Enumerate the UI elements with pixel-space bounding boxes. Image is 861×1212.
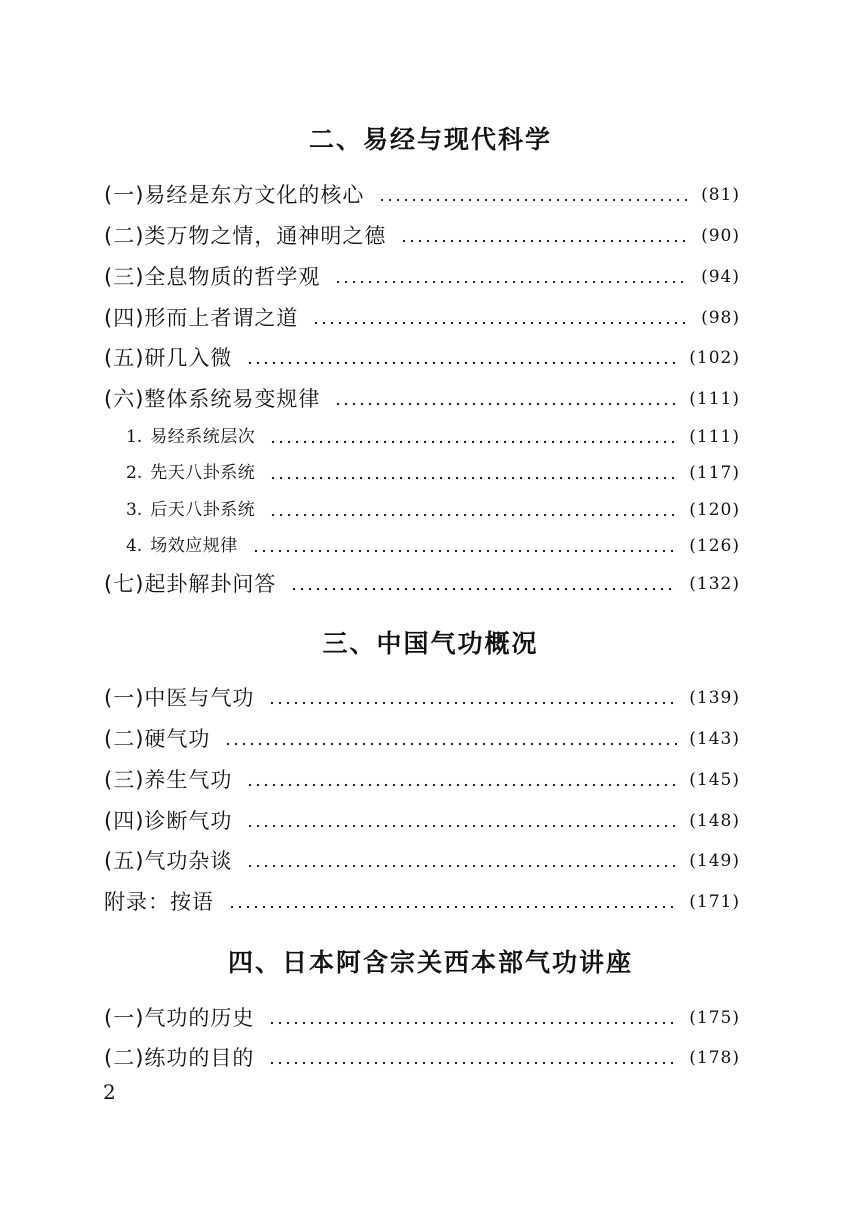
entry-title: (四)形而上者谓之道 (104, 306, 299, 330)
entry-page: (117) (689, 463, 740, 483)
entry-page: (81) (701, 185, 740, 205)
entry-page: (143) (689, 729, 740, 749)
toc-subentry (126, 531, 740, 561)
toc-subentry (126, 422, 740, 452)
dot-leader (252, 549, 678, 553)
toc-entry (104, 724, 740, 754)
dot-leader (228, 905, 677, 909)
toc-entry (104, 303, 740, 333)
toc-entry (104, 221, 740, 251)
entry-page: (120) (689, 500, 740, 520)
dot-leader (246, 864, 677, 868)
toc-entry (104, 683, 740, 713)
dot-leader (312, 321, 689, 325)
subentry-number: 4. (126, 536, 143, 556)
section-heading: 二、易经与现代科学 (308, 125, 552, 154)
entry-page: (90) (701, 226, 740, 246)
dot-leader (334, 402, 677, 406)
dot-leader (400, 239, 689, 243)
toc-entry (104, 887, 740, 917)
dot-leader (290, 587, 677, 591)
entry-title: (一)易经是东方文化的核心 (104, 183, 365, 207)
toc-subentry (126, 495, 740, 525)
dot-leader (269, 476, 677, 480)
toc-subentry (126, 458, 740, 488)
section-heading: 四、日本阿含宗关西本部气功讲座 (227, 948, 633, 977)
entry-title: (五)气功杂谈 (104, 849, 233, 873)
entry-title: (六)整体系统易变规律 (104, 387, 321, 411)
dot-leader (246, 361, 677, 365)
entry-title: (四)诊断气功 (104, 809, 233, 833)
toc-entry (104, 569, 740, 599)
entry-page: (148) (689, 811, 740, 831)
entry-title: (一)气功的历史 (104, 1006, 255, 1030)
entry-title: 附录：按语 (104, 890, 214, 914)
dot-leader (269, 440, 677, 444)
toc-entry (104, 1043, 740, 1073)
dot-leader (224, 742, 677, 746)
entry-title: (三)养生气功 (104, 768, 233, 792)
toc-entry (104, 180, 740, 210)
entry-page: (126) (689, 536, 740, 556)
dot-leader (246, 783, 677, 787)
entry-title: (七)起卦解卦问答 (104, 572, 277, 596)
entry-page: (94) (701, 267, 740, 287)
entry-title: 先天八卦系统 (150, 463, 256, 483)
subentry-number: 2. (126, 463, 143, 483)
entry-page: (102) (689, 348, 740, 368)
dot-leader (246, 824, 677, 828)
toc-entry (104, 846, 740, 876)
subentry-number: 1. (126, 427, 143, 447)
page-number: 2 (103, 1080, 116, 1104)
entry-title: (二)练功的目的 (104, 1046, 255, 1070)
dot-leader (378, 198, 689, 202)
entry-title: (一)中医与气功 (104, 686, 255, 710)
toc-entry (104, 343, 740, 373)
toc-entry (104, 262, 740, 292)
entry-title: 易经系统层次 (150, 427, 256, 447)
entry-page: (111) (689, 389, 740, 409)
entry-title: (二)类万物之情，通神明之德 (104, 224, 387, 248)
toc-entry (104, 1003, 740, 1033)
entry-title: 后天八卦系统 (150, 500, 256, 520)
toc-entry (104, 384, 740, 414)
entry-title: (二)硬气功 (104, 727, 211, 751)
entry-page: (111) (689, 427, 740, 447)
entry-title: (三)全息物质的哲学观 (104, 265, 321, 289)
dot-leader (268, 1021, 677, 1025)
entry-page: (178) (689, 1048, 740, 1068)
section-heading: 三、中国气功概况 (322, 629, 539, 658)
entry-page: (175) (689, 1008, 740, 1028)
entry-title: (五)研几入微 (104, 346, 233, 370)
entry-page: (171) (689, 892, 740, 912)
dot-leader (334, 280, 689, 284)
toc-entry (104, 806, 740, 836)
toc-entry (104, 765, 740, 795)
dot-leader (269, 513, 677, 517)
entry-page: (98) (701, 308, 740, 328)
entry-page: (145) (689, 770, 740, 790)
entry-title: 场效应规律 (150, 536, 238, 556)
entry-page: (139) (689, 688, 740, 708)
dot-leader (268, 1061, 677, 1065)
entry-page: (149) (689, 851, 740, 871)
subentry-number: 3. (126, 500, 143, 520)
dot-leader (268, 701, 677, 705)
entry-page: (132) (689, 574, 740, 594)
